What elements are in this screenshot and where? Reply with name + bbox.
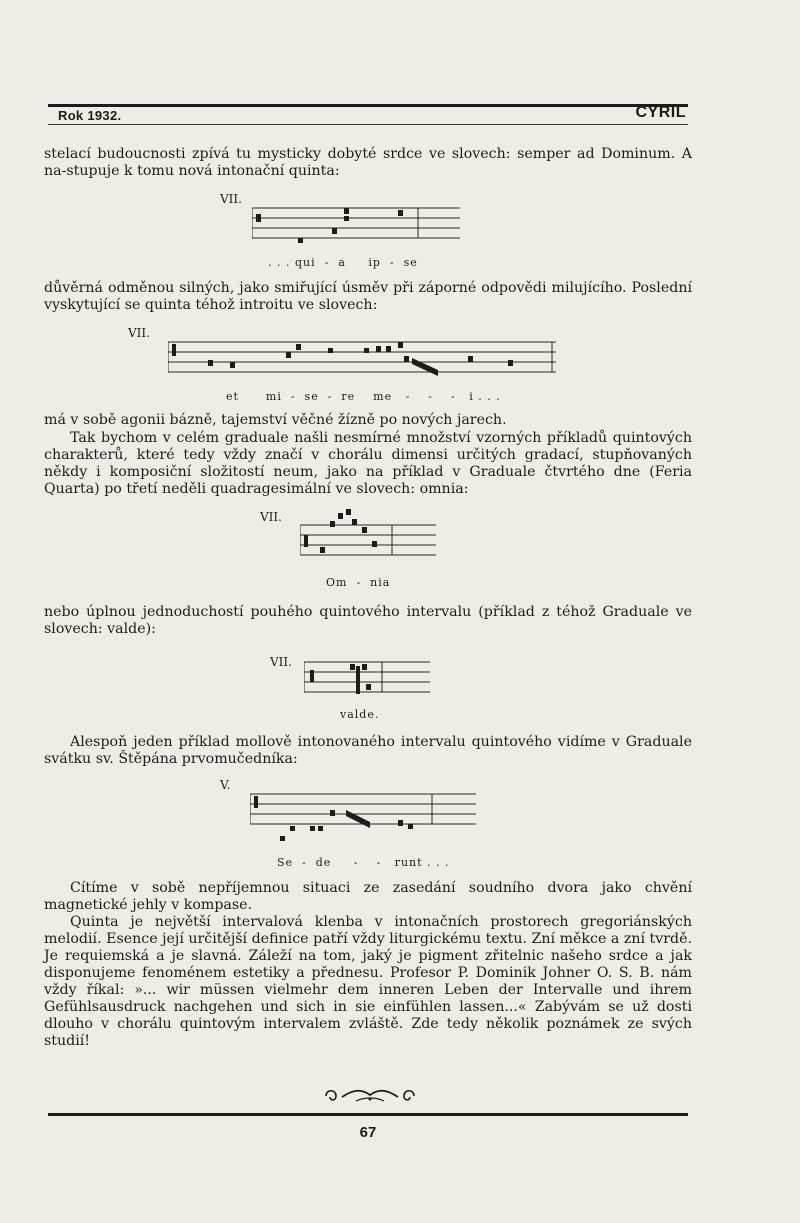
header-year: Rok 1932.: [58, 108, 122, 123]
paragraph-8: [44, 914, 692, 1050]
header-underline: [48, 124, 688, 125]
paragraph-5: [44, 604, 692, 638]
example-5-lyrics: Se - de - - runt . . .: [277, 856, 450, 869]
paragraph-7: [44, 880, 692, 914]
example-3-mode: VII.: [260, 510, 282, 524]
paragraph-text: Cítíme v sobě nepříjemnou situaci ze zasedání soudního dvora jako chvění magnetické jehly v kompase.: [44, 880, 692, 913]
header-journal-title: CYRIL: [635, 104, 686, 121]
example-1-mode: VII.: [220, 192, 242, 206]
paragraph-text: nebo úplnou jednoduchostí pouhého quintového intervalu (příklad z téhož Graduale ve slovech: valde):: [44, 604, 692, 637]
paragraph-text: důvěrná odměnou silných, jako smiřující úsměv při záporné odpovědi milujícího. Poslední vyskytující se quinta téhož introitu ve slovech:: [44, 280, 692, 313]
paragraph-2: [44, 280, 692, 314]
example-3-lyrics: Om - nia: [326, 576, 391, 589]
example-4-staff: [304, 654, 434, 704]
example-3-staff: [300, 505, 440, 569]
example-5-mode: V.: [220, 778, 231, 792]
paragraph-4: [44, 430, 692, 498]
example-2-staff: [168, 334, 558, 386]
example-1-lyrics: . . . qui - a ip - se: [268, 256, 418, 269]
paragraph-text: Alespoň jeden příklad mollově intonovaného intervalu quintového vidíme v Graduale svátku sv. Štěpána prvomučedníka:: [44, 734, 692, 767]
example-2-mode: VII.: [128, 326, 150, 340]
example-1-staff: [252, 200, 462, 252]
paragraph-text: Tak bychom v celém graduale našli nesmírné množství vzorných příkladů quintových charakterů, které tedy vždy značí v chorálu dimensi určitých gradací, stupňovaných někdy i komposiční složitostí neum, jako na příklad v Graduale čtvrtého dne (Feria Quarta) po třetí neděli quadragesimální ve slovech: omnia:: [44, 430, 692, 497]
paragraph-text: stelací budoucnosti zpívá tu mysticky dobyté srdce ve slovech: semper ad Dominum. A na-stupuje k tomu nová intonační quinta:: [44, 146, 692, 179]
page-number: 67: [359, 1124, 377, 1141]
footer-rule: [48, 1113, 688, 1116]
paragraph-3: [44, 412, 692, 429]
paragraph-6: [44, 734, 692, 768]
example-4-lyrics: valde.: [340, 708, 380, 721]
paragraph-text: má v sobě agonii bázně, tajemství věčné žízně po nových jarech.: [44, 412, 507, 428]
header-rule: [48, 104, 688, 107]
ornament-icon: [320, 1085, 420, 1107]
example-5-staff: [250, 786, 480, 846]
example-2-lyrics: et mi - se - re me - - - i . . .: [226, 390, 501, 403]
paragraph-text: Quinta je největší intervalová klenba v intonačních prostorech gregoriánských melodií. Esence její určitější definice patří vždy liturgickému textu. Zní měkce a zní tvrdě. Je requiemská a je slavná. Záleží na tom, jaký je pigment zřitelnic našeho srdce a jak disponujeme fenoménem estetiky a přednesu. Profesor P. Dominik Johner O. S. B. nám vždy říkal: »... wir müssen vielmehr dem inneren Leben der Intervalle und ihrem Gefühlsausdruck nachgehen und sich in sie einfühlen lassen...« Zabývám se už dosti dlouho v chorálu quintovým intervalem zvláště. Zde tedy několik poznámek ze svých studií!: [44, 914, 692, 1049]
paragraph-1: [44, 146, 692, 180]
example-4-mode: VII.: [270, 655, 292, 669]
